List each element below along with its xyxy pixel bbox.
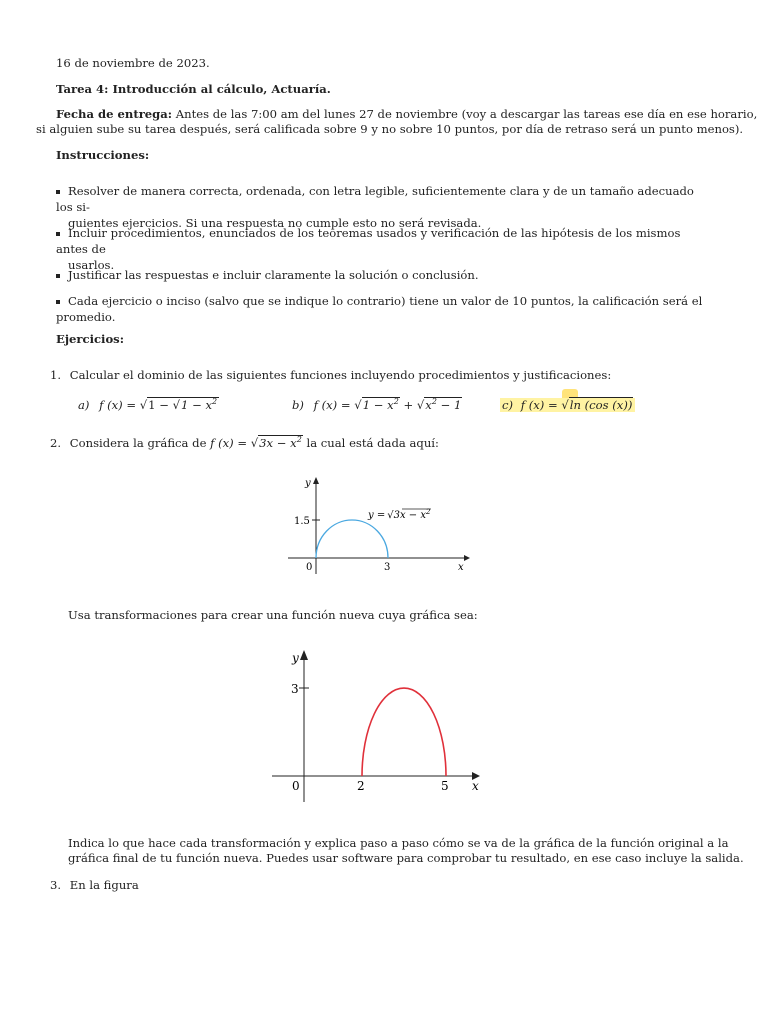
y-tick-label: 1.5 — [294, 516, 310, 527]
exercise-2-statement-end: la cual está dada aquí: — [306, 436, 439, 450]
y-tick-label: 3 — [291, 682, 299, 696]
radicand: x — [425, 398, 432, 412]
exponent: 2 — [431, 397, 437, 407]
x-axis-label: x — [472, 779, 479, 793]
function-label: f (x) = — [210, 436, 248, 450]
item-label: c) — [502, 398, 514, 412]
instruction-text: Cada ejercicio o inciso (salvo que se indique lo contrario) tiene un valor de 10 puntos, la calificación será el promedio. — [56, 294, 703, 324]
curve-label-exponent: 2 — [425, 508, 431, 516]
x-tick-label: 3 — [384, 562, 391, 573]
exercises-heading: Ejercicios: — [56, 332, 124, 346]
due-date-line2: si alguien sube su tarea después, será calificada sobre 9 y no sobre 10 puntos, por día de retraso será un punto menos). — [36, 122, 744, 136]
graph-original-function — [280, 470, 480, 580]
due-date-label: Fecha de entrega: — [56, 107, 173, 121]
instruction-item — [56, 184, 706, 232]
exercise-2-statement: Considera la gráfica de — [69, 436, 207, 450]
explain-line1: Indica lo que hace cada transformación y explica paso a paso cómo se va de la gráfica de la función original a la — [68, 836, 729, 850]
exponent: 2 — [212, 397, 218, 407]
item-label: b) — [292, 398, 304, 412]
x-axis-label: x — [458, 562, 464, 573]
curve-label — [367, 508, 431, 521]
bullet-icon — [56, 190, 60, 194]
exercise-3-text — [50, 878, 139, 894]
instructions-heading: Instrucciones: — [56, 148, 150, 162]
sqrt-symbol: $√1 - √1 - x^2$ — [139, 397, 218, 412]
exercise-1b — [292, 398, 462, 414]
explain-line2: gráfica final de tu función nueva. Puedes usar software para comprobar tu resultado, en ese caso incluye la salida. — [68, 851, 744, 865]
graph-target-function — [266, 644, 490, 808]
highlighted-expression — [500, 398, 635, 412]
curve-label-lhs: y = — [368, 510, 386, 521]
function-label: f (x) = — [520, 398, 558, 412]
exponent: 2 — [296, 435, 302, 445]
exponent: 2 — [393, 397, 399, 407]
instruction-item — [56, 226, 706, 274]
due-date-text: Antes de las 7:00 am del lunes 27 de noviembre (voy a descargar las tareas ese día en ese horario, — [175, 107, 758, 121]
due-date-line1 — [56, 107, 757, 123]
exercise-1c — [500, 398, 635, 414]
radicand: 1 − — [148, 398, 169, 412]
document-title: Tarea 4: Introducción al cálculo, Actuaría. — [56, 82, 331, 96]
instruction-text: Resolver de manera correcta, ordenada, con letra legible, suficientemente clara y de un tamaño adecuado los si- — [56, 184, 694, 214]
exercise-3-number: 3. — [50, 878, 62, 892]
function-label: f (x) = — [99, 398, 137, 412]
radicand-tail: − 1 — [436, 398, 462, 412]
curve-semicircle — [362, 688, 446, 776]
y-axis-label: y — [305, 478, 311, 489]
instruction-text: Incluir procedimientos, enunciados de los teoremas usados y verificación de las hipótesis de los mismos antes de — [56, 226, 681, 256]
exercise-1-text — [50, 368, 611, 384]
bullet-icon — [56, 232, 60, 236]
exercise-1-statement: Calcular el dominio de las siguientes funciones incluyendo procedimientos y justificaciones: — [69, 368, 612, 382]
instruction-text-cont: guientes ejercicios. Si una respuesta no cumple esto no será revisada. — [68, 215, 482, 230]
bullet-icon — [56, 300, 60, 304]
radicand: 1 − x — [362, 398, 394, 412]
plus-sign: + — [403, 398, 414, 412]
origin-label: 0 — [292, 779, 300, 793]
y-axis-arrow-icon — [313, 477, 319, 484]
sqrt-symbol: $√3x - x^2$ — [250, 435, 302, 450]
radicand: 3x − x — [259, 436, 297, 450]
instruction-item — [56, 294, 716, 326]
x-axis-arrow-icon — [464, 555, 470, 561]
radicand: 1 − x — [181, 398, 213, 412]
transform-instruction: Usa transformaciones para crear una función nueva cuya gráfica sea: — [68, 608, 478, 622]
bullet-icon — [56, 274, 60, 278]
y-axis-label: y — [292, 651, 299, 665]
y-axis-arrow-icon — [300, 650, 308, 660]
instruction-item — [56, 268, 706, 284]
sqrt-symbol: $√1 - x^2$ — [354, 397, 399, 412]
function-label: f (x) = — [313, 398, 351, 412]
instruction-text-cont: usarlos. — [68, 257, 115, 272]
sqrt-symbol: √ — [387, 510, 394, 521]
radicand: ln (cos (x)) — [569, 398, 633, 412]
origin-label: 0 — [306, 562, 313, 573]
exercise-1a — [78, 398, 219, 414]
exercise-1-number: 1. — [50, 368, 62, 382]
curve-semicircle — [316, 520, 388, 558]
sqrt-symbol: √ln (cos (x)) — [561, 398, 633, 412]
curve-label-radicand: 3x − x — [393, 510, 426, 521]
x-tick-label-2: 2 — [357, 779, 365, 793]
document-date: 16 de noviembre de 2023. — [56, 56, 210, 70]
sqrt-symbol: $√x^2 - 1$ — [416, 397, 462, 412]
x-tick-label-5: 5 — [441, 779, 449, 793]
exercise-3-statement: En la figura — [69, 878, 139, 892]
exercise-2-text — [50, 436, 439, 452]
instruction-text: Justificar las respuestas e incluir claramente la solución o conclusión. — [68, 268, 479, 282]
item-label: a) — [78, 398, 90, 412]
exercise-2-number: 2. — [50, 436, 62, 450]
